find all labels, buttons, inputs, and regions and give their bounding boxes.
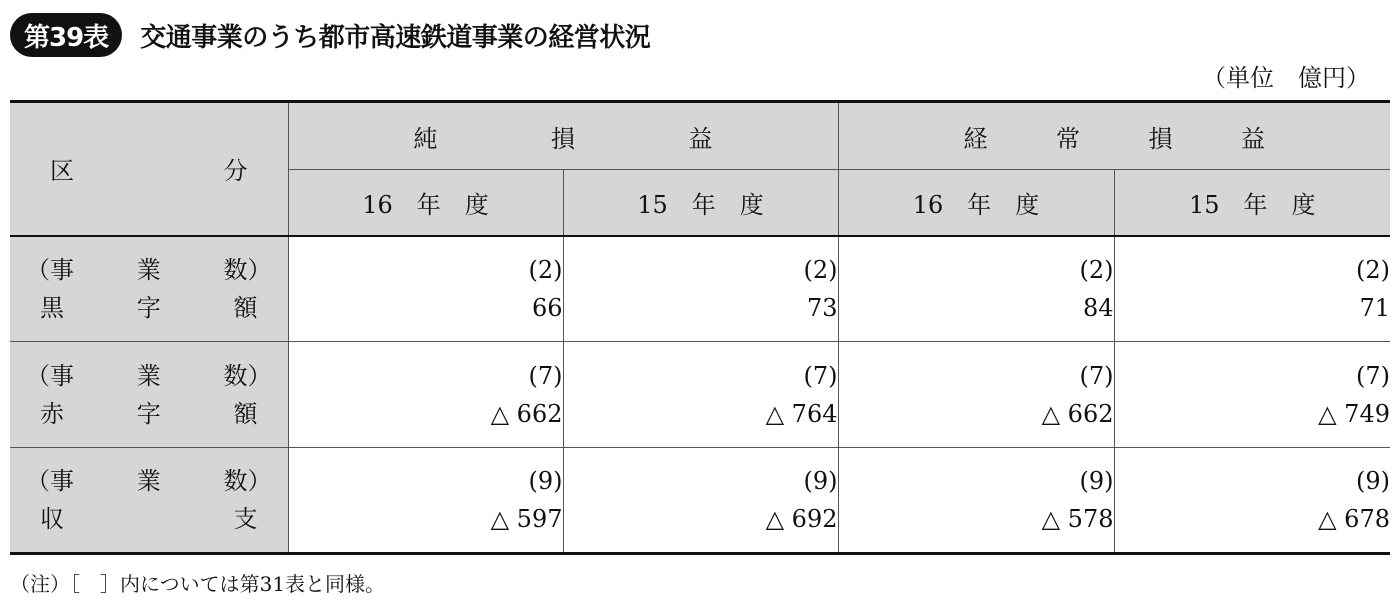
- amount-value: △ 578: [1041, 505, 1114, 533]
- row-label-char: 数）: [223, 255, 272, 284]
- value-cell: [1114, 342, 1390, 448]
- year-header: 16 年 度: [838, 170, 1114, 236]
- group-char: 経: [963, 124, 988, 153]
- amount-value: △ 662: [490, 399, 563, 428]
- value-cell: [563, 448, 838, 554]
- row-label-char: 業: [136, 467, 161, 495]
- amount-value: △ 678: [1318, 505, 1390, 533]
- amount-value: △ 692: [765, 505, 838, 533]
- count-value: (7): [1079, 361, 1114, 390]
- value-cell: [288, 342, 563, 448]
- year-header: 15 年 度: [1114, 170, 1390, 236]
- row-label-char: 収: [40, 505, 64, 533]
- group-char: 純: [413, 124, 438, 153]
- count-value: (2): [528, 255, 563, 284]
- row-label-char: （事: [26, 361, 74, 390]
- row-label: [10, 448, 288, 554]
- amount-value: 71: [1359, 293, 1390, 322]
- count-value: (7): [1356, 361, 1390, 390]
- value-cell: [1114, 236, 1390, 342]
- count-value: (9): [528, 467, 563, 495]
- group-char: 常: [1056, 124, 1080, 153]
- year-header: 16 年 度: [288, 170, 563, 236]
- table-row: [10, 342, 1390, 448]
- table-row: [10, 236, 1390, 342]
- row-label-char: 数）: [223, 361, 272, 390]
- row-label-char: 支: [233, 505, 258, 533]
- value-cell: [838, 448, 1114, 554]
- table-row: [10, 448, 1390, 554]
- value-cell: [563, 342, 838, 448]
- table-number-badge: 第39表: [10, 13, 122, 57]
- group-char: 損: [551, 124, 575, 153]
- row-label-char: 額: [233, 399, 258, 428]
- amount-value: 73: [806, 293, 838, 322]
- row-label-char: 業: [136, 361, 161, 390]
- unit-label: （単位 億円）: [1202, 64, 1370, 92]
- value-cell: [288, 448, 563, 554]
- value-cell: [1114, 448, 1390, 554]
- amount-value: △ 764: [765, 399, 838, 428]
- count-value: (9): [1079, 467, 1114, 495]
- row-label-char: 赤: [40, 399, 64, 428]
- amount-value: △ 597: [490, 505, 563, 533]
- value-cell: [288, 236, 563, 342]
- count-value: (2): [1356, 255, 1390, 284]
- kubun-right: 分: [223, 157, 248, 186]
- amount-value: △ 662: [1041, 399, 1114, 428]
- row-label-char: 額: [233, 293, 258, 322]
- value-cell: [838, 342, 1114, 448]
- footnote: （注）［ ］内については第31表と同様。: [10, 572, 386, 596]
- kubun-header: [10, 102, 288, 236]
- year-header: 15 年 度: [563, 170, 838, 236]
- row-label: [10, 236, 288, 342]
- count-value: (7): [803, 361, 838, 390]
- group-char: 益: [688, 124, 713, 153]
- group-char: 益: [1241, 124, 1265, 153]
- row-label-char: 業: [136, 255, 161, 284]
- table-header: [10, 10, 650, 60]
- kubun-left: 区: [50, 157, 74, 186]
- row-label-char: （事: [26, 255, 74, 284]
- row-label-char: 字: [136, 293, 161, 322]
- value-cell: [838, 236, 1114, 342]
- amount-value: 66: [531, 293, 563, 322]
- value-cell: [563, 236, 838, 342]
- count-value: (2): [1079, 255, 1114, 284]
- row-label: [10, 342, 288, 448]
- group-header-ordinary-profit: [838, 102, 1390, 170]
- count-value: (7): [528, 361, 563, 390]
- row-label-char: 黒: [40, 293, 64, 322]
- amount-value: △ 749: [1318, 399, 1390, 428]
- amount-value: 84: [1082, 293, 1114, 322]
- count-value: (2): [803, 255, 838, 284]
- count-value: (9): [1356, 467, 1390, 495]
- row-label-char: 数）: [223, 467, 272, 495]
- group-char: 損: [1148, 124, 1173, 153]
- data-table: [10, 100, 1390, 555]
- row-label-char: （事: [26, 467, 74, 495]
- group-header-net-profit: [288, 102, 838, 170]
- count-value: (9): [803, 467, 838, 495]
- row-label-char: 字: [136, 399, 161, 428]
- table-title: 交通事業のうち都市高速鉄道事業の経営状況: [140, 22, 651, 53]
